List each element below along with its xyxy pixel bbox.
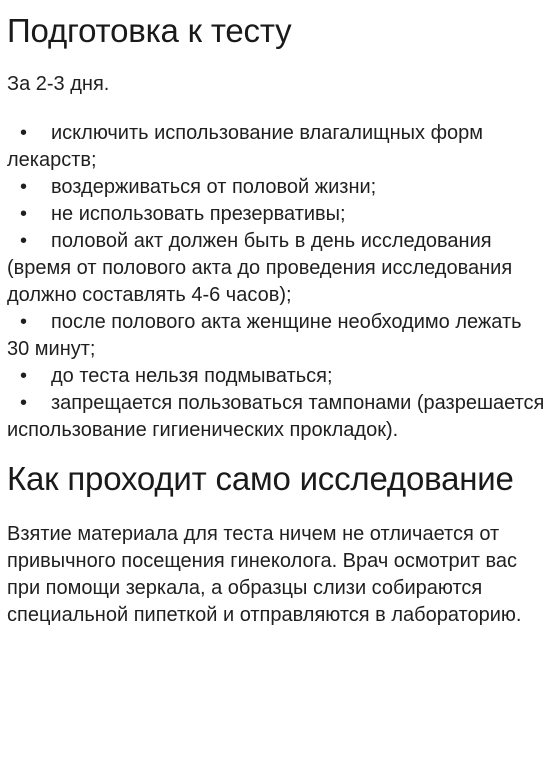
bullet-icon: •	[20, 392, 28, 414]
list-item-text: половой акт должен быть в день исследования (время от полового акта до проведения исследования должно составлять 4-6 часов);	[7, 230, 513, 306]
heading-how-test-works: Как проходит само исследование	[7, 460, 514, 497]
bullet-icon: •	[20, 176, 28, 198]
preparation-intro: За 2-3 дня.	[7, 73, 110, 95]
bullet-icon: •	[20, 203, 28, 225]
bullet-icon: •	[20, 365, 28, 387]
list-item	[7, 120, 546, 174]
list-item-text: после полового акта женщине необходимо лежать 30 минут;	[7, 311, 522, 360]
list-item-text: не использовать презервативы;	[51, 203, 346, 225]
list-item	[7, 174, 546, 201]
list-item	[7, 309, 546, 363]
preparation-list	[7, 120, 546, 444]
bullet-icon: •	[20, 122, 28, 144]
list-item-text: исключить использование влагалищных форм лекарств;	[7, 122, 484, 171]
list-item	[7, 363, 546, 390]
list-item	[7, 390, 546, 444]
bullet-icon: •	[20, 230, 28, 252]
procedure-paragraph: Взятие материала для теста ничем не отличается от привычного посещения гинеколога. Врач осмотрит вас при помощи зеркала, а образцы слизи собираются специальной пипеткой и отправляются в лабораторию.	[7, 523, 522, 626]
list-item	[7, 201, 546, 228]
bullet-icon: •	[20, 311, 28, 333]
list-item	[7, 228, 546, 309]
heading-test-preparation: Подготовка к тесту	[7, 12, 292, 49]
list-item-text: воздерживаться от половой жизни;	[51, 176, 377, 198]
list-item-text: до теста нельзя подмываться;	[51, 365, 333, 387]
list-item-text: запрещается пользоваться тампонами (разрешается использование гигиенических прокладок).	[7, 392, 545, 441]
